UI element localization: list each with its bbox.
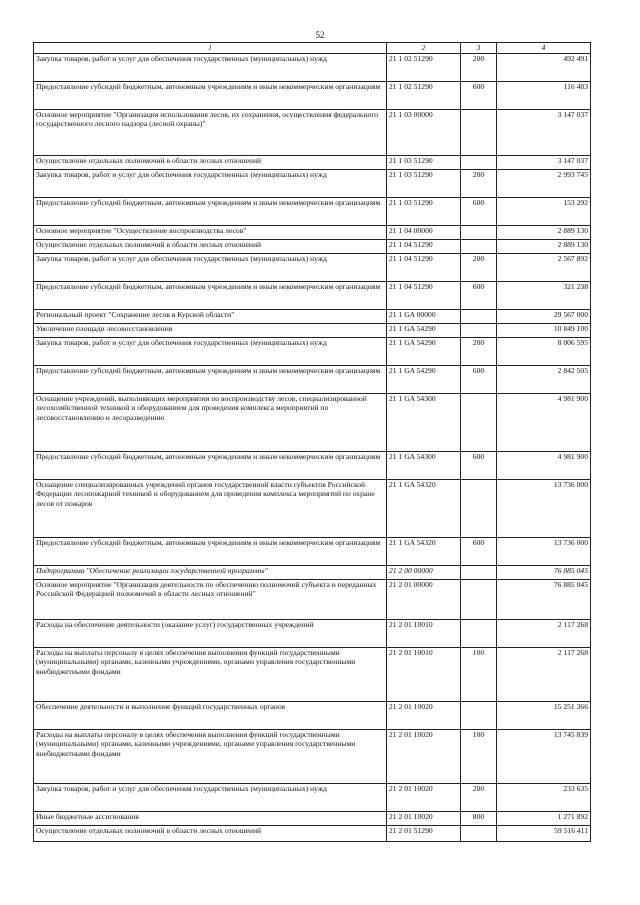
row-name: Закупка товаров, работ и услуг для обеспечения государственных (муниципальных) нужд [34, 338, 387, 366]
row-amount: 233 635 [497, 784, 591, 812]
row-type: 200 [461, 54, 497, 82]
row-code: 21 1 GA 54320 [387, 480, 461, 538]
row-amount: 10 849 100 [497, 324, 591, 338]
row-amount: 3 147 037 [497, 156, 591, 170]
table-row [34, 580, 591, 620]
row-code: 21 2 01 10010 [387, 648, 461, 702]
row-type [461, 702, 497, 730]
row-type: 200 [461, 784, 497, 812]
row-type: 100 [461, 648, 497, 702]
row-amount: 13 736 000 [497, 480, 591, 538]
row-type [461, 310, 497, 324]
row-type [461, 240, 497, 254]
row-amount: 4 981 900 [497, 394, 591, 452]
table-row [34, 110, 591, 156]
row-amount: 2 889 130 [497, 240, 591, 254]
row-name: Предоставление субсидий бюджетным, автономным учреждениям и иным некоммерческим организациям [34, 198, 387, 226]
table-row [34, 226, 591, 240]
row-name: Предоставление субсидий бюджетным, автономным учреждениям и иным некоммерческим организациям [34, 282, 387, 310]
row-code: 21 2 01 00000 [387, 580, 461, 620]
row-amount: 1 271 892 [497, 812, 591, 826]
row-type: 600 [461, 282, 497, 310]
row-amount: 2 567 892 [497, 254, 591, 282]
row-amount: 29 567 000 [497, 310, 591, 324]
row-name: Региональный проект "Сохранение лесов в Курской области" [34, 310, 387, 324]
table-row [34, 324, 591, 338]
row-amount: 2 117 268 [497, 648, 591, 702]
header-type: 3 [461, 43, 497, 54]
row-type [461, 226, 497, 240]
table-row [34, 566, 591, 580]
row-amount: 492 491 [497, 54, 591, 82]
table-body [34, 54, 591, 842]
row-code: 21 2 01 10020 [387, 812, 461, 826]
row-name: Расходы на выплаты персоналу в целях обеспечения выполнения функций государственными (муниципальными) органами, казенными учреждениями, органами управления государственными внебюджетными фондами [34, 730, 387, 784]
table-row [34, 82, 591, 110]
row-type: 200 [461, 254, 497, 282]
row-code: 21 1 GA 00000 [387, 310, 461, 324]
row-type: 600 [461, 198, 497, 226]
row-code: 21 2 00 00000 [387, 566, 461, 580]
row-code: 21 2 01 10020 [387, 730, 461, 784]
table-row [34, 338, 591, 366]
row-name: Основное мероприятие "Организация деятельности по обеспечению полномочий субъекта и переданных Российской Федерацией полномочий в области лесных отношений" [34, 580, 387, 620]
row-type [461, 324, 497, 338]
row-name: Увеличение площади лесовосстановления [34, 324, 387, 338]
table-row [34, 366, 591, 394]
table-row [34, 812, 591, 826]
table-row [34, 452, 591, 480]
row-type [461, 156, 497, 170]
row-code: 21 1 02 51290 [387, 82, 461, 110]
row-type [461, 110, 497, 156]
budget-table [33, 42, 591, 842]
row-code: 21 1 04 51290 [387, 240, 461, 254]
row-amount: 13 745 839 [497, 730, 591, 784]
row-name: Закупка товаров, работ и услуг для обеспечения государственных (муниципальных) нужд [34, 254, 387, 282]
row-code: 21 1 04 51290 [387, 282, 461, 310]
table-row [34, 730, 591, 784]
row-amount: 116 483 [497, 82, 591, 110]
row-name: Обеспечение деятельности и выполнение функций государственных органов [34, 702, 387, 730]
row-type [461, 566, 497, 580]
row-code: 21 1 GA 54300 [387, 394, 461, 452]
row-code: 21 1 03 00000 [387, 110, 461, 156]
row-name: Основное мероприятие "Осуществление воспроизводства лесов" [34, 226, 387, 240]
table-row [34, 480, 591, 538]
header-row [34, 43, 591, 54]
row-amount: 2 993 745 [497, 170, 591, 198]
row-code: 21 2 01 10020 [387, 702, 461, 730]
table-row [34, 310, 591, 324]
row-code: 21 1 04 51290 [387, 254, 461, 282]
table-row [34, 620, 591, 648]
row-amount: 8 006 595 [497, 338, 591, 366]
row-type [461, 826, 497, 842]
row-code: 21 1 03 51290 [387, 156, 461, 170]
row-name: Предоставление субсидий бюджетным, автономным учреждениям и иным некоммерческим организациям [34, 452, 387, 480]
row-name: Иные бюджетные ассигнования [34, 812, 387, 826]
row-code: 21 1 04 00000 [387, 226, 461, 240]
table-row [34, 826, 591, 842]
row-name: Закупка товаров, работ и услуг для обеспечения государственных (муниципальных) нужд [34, 54, 387, 82]
row-name: Осуществление отдельных полномочий в области лесных отношений [34, 156, 387, 170]
table-row [34, 702, 591, 730]
table-row [34, 538, 591, 566]
row-amount: 2 842 505 [497, 366, 591, 394]
row-amount: 153 292 [497, 198, 591, 226]
row-name: Предоставление субсидий бюджетным, автономным учреждениям и иным некоммерческим организациям [34, 82, 387, 110]
row-type: 600 [461, 82, 497, 110]
row-amount: 76 885 045 [497, 580, 591, 620]
row-code: 21 1 GA 54300 [387, 452, 461, 480]
row-code: 21 2 01 10020 [387, 784, 461, 812]
row-name: Расходы на обеспечение деятельности (оказание услуг) государственных учреждений [34, 620, 387, 648]
header-name: 1 [34, 43, 387, 54]
row-amount: 2 117 268 [497, 620, 591, 648]
row-code: 21 2 01 51290 [387, 826, 461, 842]
row-name: Предоставление субсидий бюджетным, автономным учреждениям и иным некоммерческим организациям [34, 538, 387, 566]
row-type [461, 580, 497, 620]
table-row [34, 156, 591, 170]
table-row [34, 54, 591, 82]
row-type: 600 [461, 452, 497, 480]
table-row [34, 170, 591, 198]
table-row [34, 784, 591, 812]
row-type [461, 480, 497, 538]
row-code: 21 1 GA 54320 [387, 538, 461, 566]
row-name: Оснащение специализированных учреждений органов государственной власти субъектов Российской Федерации лесопожарной техникой и оборудованием для проведения комплекса мероприятий по охране лесов от пожаров [34, 480, 387, 538]
row-code: 21 1 GA 54290 [387, 338, 461, 366]
row-type: 600 [461, 538, 497, 566]
table-row [34, 240, 591, 254]
row-type [461, 394, 497, 452]
row-code: 21 1 GA 54290 [387, 366, 461, 394]
row-code: 21 1 GA 54290 [387, 324, 461, 338]
row-code: 21 1 03 51290 [387, 198, 461, 226]
table-row [34, 198, 591, 226]
row-type: 800 [461, 812, 497, 826]
row-amount: 321 238 [497, 282, 591, 310]
row-amount: 2 889 130 [497, 226, 591, 240]
table-row [34, 282, 591, 310]
header-code: 2 [387, 43, 461, 54]
row-code: 21 1 02 51290 [387, 54, 461, 82]
page-number: 52 [315, 30, 325, 40]
row-name: Основное мероприятие "Организация использования лесов, их сохранения, осуществления федерального государственного лесного надзора (лесной охраны)" [34, 110, 387, 156]
row-name: Расходы на выплаты персоналу в целях обеспечения выполнения функций государственными (муниципальными) органами, казенными учреждениями, органами управления государственными внебюджетными фондами [34, 648, 387, 702]
row-name: Осуществление отдельных полномочий в области лесных отношений [34, 240, 387, 254]
row-amount: 59 516 411 [497, 826, 591, 842]
row-amount: 13 736 000 [497, 538, 591, 566]
row-name: Предоставление субсидий бюджетным, автономным учреждениям и иным некоммерческим организациям [34, 366, 387, 394]
row-amount: 4 981 900 [497, 452, 591, 480]
row-type: 600 [461, 366, 497, 394]
row-name: Оснащение учреждений, выполняющих мероприятия по воспроизводству лесов, специализированной лесохозяйственной техникой и оборудованием для проведения комплекса мероприятий по лесовосстановлению и лесоразведению [34, 394, 387, 452]
row-type: 100 [461, 730, 497, 784]
table-row [34, 394, 591, 452]
row-code: 21 2 01 10010 [387, 620, 461, 648]
row-code: 21 1 03 51290 [387, 170, 461, 198]
row-name: Осуществление отдельных полномочий в области лесных отношений [34, 826, 387, 842]
row-amount: 76 885 045 [497, 566, 591, 580]
row-name: Закупка товаров, работ и услуг для обеспечения государственных (муниципальных) нужд [34, 784, 387, 812]
row-type [461, 620, 497, 648]
row-type: 200 [461, 338, 497, 366]
row-name: Подпрограмма "Обеспечение реализации государственной программы" [34, 566, 387, 580]
row-name: Закупка товаров, работ и услуг для обеспечения государственных (муниципальных) нужд [34, 170, 387, 198]
row-amount: 15 251 366 [497, 702, 591, 730]
header-amount: 4 [497, 43, 591, 54]
row-amount: 3 147 037 [497, 110, 591, 156]
table-row [34, 254, 591, 282]
row-type: 200 [461, 170, 497, 198]
table-row [34, 648, 591, 702]
